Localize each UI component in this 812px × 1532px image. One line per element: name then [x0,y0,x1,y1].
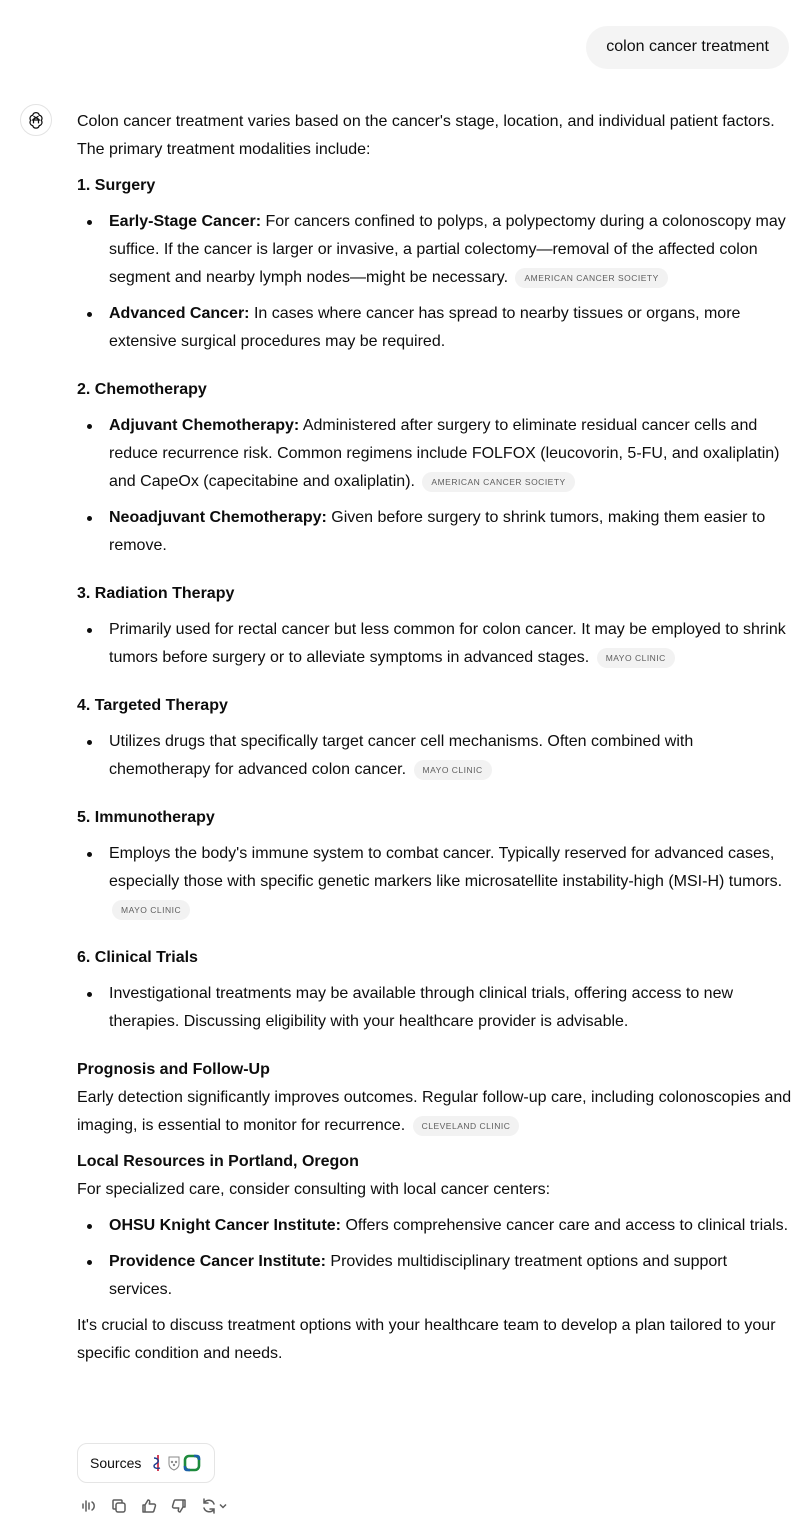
treatment-section [77,804,793,924]
treatment-section [77,944,793,1036]
section-heading: 1. Surgery [77,177,156,194]
regenerate-button[interactable] [197,1494,231,1518]
list-item: Employs the body's immune system to combat cancer. Typically reserved for advanced cases, especially those with specific genetic markers like microsatellite instability-high (MSI-H) tumors. MAYO CLINIC [77,840,793,924]
bullet-list [77,980,793,1036]
section-heading: 4. Targeted Therapy [77,697,228,714]
citation-badge[interactable]: AMERICAN CANCER SOCIETY [422,472,574,492]
section-heading: 2. Chemotherapy [77,381,207,398]
bullet-list [77,412,793,560]
local-resources-paragraph: For specialized care, consider consulting with local cancer centers: [77,1181,551,1198]
treatment-section [77,376,793,560]
citation-badge[interactable]: AMERICAN CANCER SOCIETY [515,268,667,288]
list-item: Neoadjuvant Chemotherapy: Given before surgery to shrink tumors, making them easier to remove. [77,504,793,560]
list-item: Utilizes drugs that specifically target cancer cell mechanisms. Often combined with chemotherapy for advanced colon cancer. MAYO CLINIC [77,728,793,784]
citation-badge[interactable]: MAYO CLINIC [414,760,492,780]
chevron-down-icon [218,1501,228,1511]
section-heading: 6. Clinical Trials [77,949,198,966]
treatment-section [77,172,793,356]
local-resources-list [77,1212,793,1304]
closing-paragraph: It's crucial to discuss treatment options with your healthcare team to develop a plan tailored to your specific condition and needs. [77,1317,776,1362]
prognosis-heading: Prognosis and Follow-Up [77,1061,270,1078]
message-actions [77,1494,231,1518]
treatment-section [77,580,793,672]
sources-label: Sources [90,1455,142,1471]
regenerate-icon [200,1497,218,1515]
local-resources-heading: Local Resources in Portland, Oregon [77,1153,359,1170]
bullet-list [77,616,793,672]
bullet-list [77,728,793,784]
bullet-list [77,208,793,356]
sources-button[interactable] [77,1443,215,1483]
thumbs-down-icon [170,1497,188,1515]
thumbs-down-button[interactable] [167,1494,191,1518]
section-heading: 3. Radiation Therapy [77,585,235,602]
bullet-list [77,840,793,924]
read-aloud-icon [80,1497,98,1515]
citation-badge[interactable]: MAYO CLINIC [112,900,190,920]
copy-icon [110,1497,128,1515]
copy-button[interactable] [107,1494,131,1518]
assistant-message [77,108,793,1368]
citation-badge[interactable]: MAYO CLINIC [597,648,675,668]
thumbs-up-button[interactable] [137,1494,161,1518]
treatment-section [77,692,793,784]
list-item: Early-Stage Cancer: For cancers confined to polyps, a polypectomy during a colonoscopy may suffice. If the cancer is larger or invasive, a partial colectomy—removal of the affected colon segment and nearby lymph nodes—might be necessary. AMERICAN CANCER SOCIETY [77,208,793,292]
prognosis-paragraph: Early detection significantly improves outcomes. Regular follow-up care, including colonoscopies and imaging, is essential to monitor for recurrence. CLEVELAND CLINIC [77,1089,792,1134]
list-item: Adjuvant Chemotherapy: Administered after surgery to eliminate residual cancer cells and reduce recurrence risk. Common regimens include FOLFOX (leucovorin, 5-FU, and oxaliplatin) and CapeOx (capecitabine and oxaliplatin). AMERICAN CANCER SOCIETY [77,412,793,496]
mayo-favicon-icon [167,1454,181,1472]
list-item: Primarily used for rectal cancer but less common for colon cancer. It may be employed to shrink tumors before surgery or to alleviate symptoms in advanced stages. MAYO CLINIC [77,616,793,672]
list-item: OHSU Knight Cancer Institute: Offers comprehensive cancer care and access to clinical trials. [77,1212,793,1240]
citation-badge[interactable]: CLEVELAND CLINIC [413,1116,520,1136]
assistant-avatar [20,104,52,136]
section-heading: 5. Immunotherapy [77,809,215,826]
acs-favicon-icon [151,1454,165,1472]
list-item: Providence Cancer Institute: Provides multidisciplinary treatment options and support services. [77,1248,793,1304]
user-message-bubble: colon cancer treatment [586,26,789,69]
read-aloud-button[interactable] [77,1494,101,1518]
cleveland-favicon-icon [183,1454,201,1472]
openai-logo-icon [26,110,46,130]
intro-paragraph: Colon cancer treatment varies based on the cancer's stage, location, and individual patient factors. The primary treatment modalities include: [77,113,775,158]
list-item: Investigational treatments may be available through clinical trials, offering access to new therapies. Discussing eligibility with your healthcare provider is advisable. [77,980,793,1036]
list-item: Advanced Cancer: In cases where cancer has spread to nearby tissues or organs, more extensive surgical procedures may be required. [77,300,793,356]
thumbs-up-icon [140,1497,158,1515]
